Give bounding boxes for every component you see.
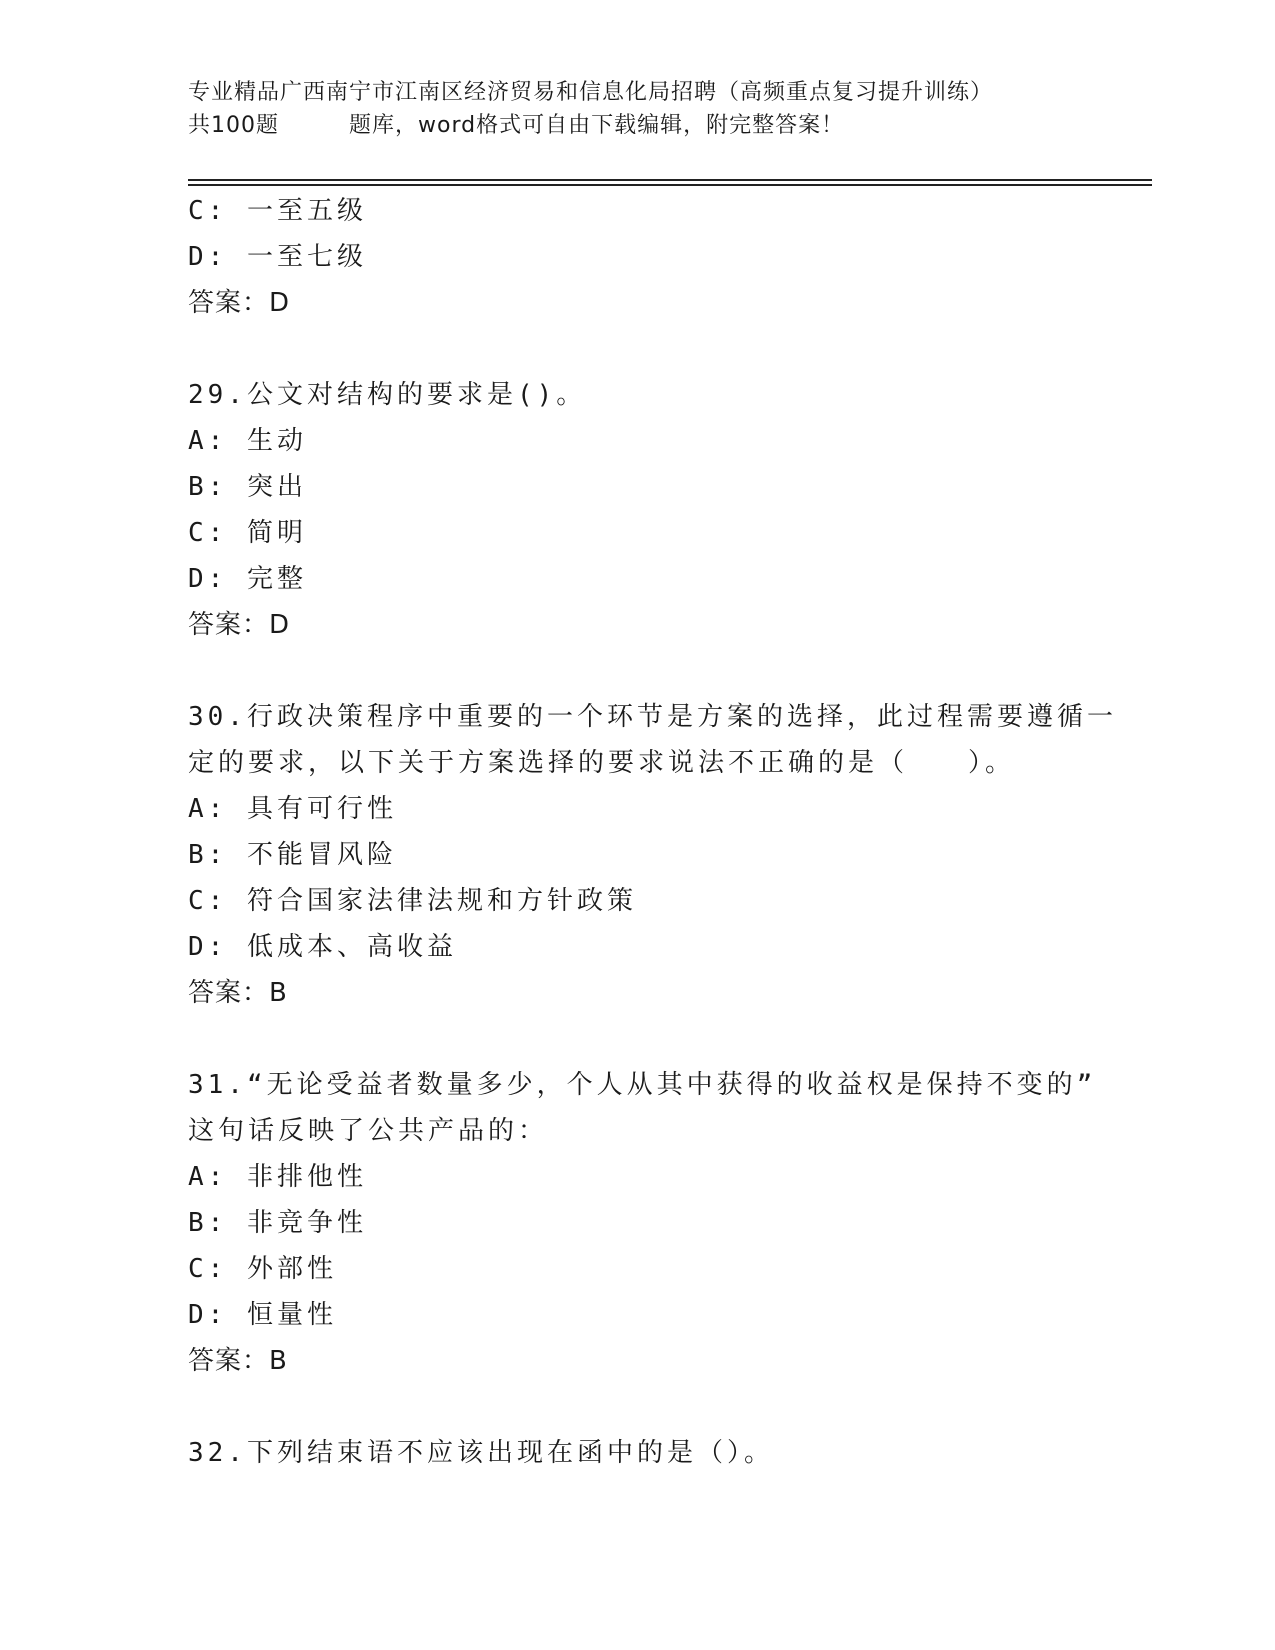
option-a: A: 非排他性: [188, 1162, 367, 1192]
option-b: B: 非竞争性: [188, 1208, 367, 1238]
header-format-note: 题库，word格式可自由下载编辑，附完整答案！: [349, 113, 845, 138]
question-block: [188, 1430, 1088, 1476]
question-list: [188, 188, 1117, 1476]
option-c: C: 简明: [188, 518, 307, 548]
header-title-line2: [188, 109, 1168, 142]
option-d: D: 恒量性: [188, 1300, 337, 1330]
option-c: C: 一至五级: [188, 196, 367, 226]
question-text: 32.下列结束语不应该出现在函中的是（）。: [188, 1438, 774, 1468]
answer-line: 答案：D: [188, 288, 291, 318]
answer-line: 答案：D: [188, 610, 291, 640]
option-d: D: 完整: [188, 564, 307, 594]
header-divider-top: [188, 179, 1152, 181]
answer-line: 答案：B: [188, 978, 288, 1008]
question-text: 29.公文对结构的要求是()。: [188, 380, 587, 410]
option-d: D: 一至七级: [188, 242, 367, 272]
option-d: D: 低成本、高收益: [188, 932, 457, 962]
question-text: 30.行政决策程序中重要的一个环节是方案的选择，此过程需要遵循一: [188, 702, 1117, 732]
option-a: A: 生动: [188, 426, 307, 456]
document-header: [188, 76, 1168, 142]
question-block: [188, 1062, 1097, 1384]
option-c: C: 符合国家法律法规和方针政策: [188, 886, 637, 916]
question-block: [188, 372, 1088, 648]
question-block: [188, 188, 1088, 326]
option-b: B: 突出: [188, 472, 307, 502]
header-question-count: 共100题: [188, 113, 279, 138]
option-b: B: 不能冒风险: [188, 840, 397, 870]
header-divider-bottom: [188, 184, 1152, 186]
option-a: A: 具有可行性: [188, 794, 397, 824]
question-text-continued: 定的要求，以下关于方案选择的要求说法不正确的是（ ）。: [188, 748, 1016, 778]
answer-line: 答案：B: [188, 1346, 288, 1376]
option-c: C: 外部性: [188, 1254, 337, 1284]
header-title-line1: 专业精品广西南宁市江南区经济贸易和信息化局招聘（高频重点复习提升训练）: [188, 80, 994, 105]
question-text: 31.“无论受益者数量多少，个人从其中获得的收益权是保持不变的”: [188, 1070, 1097, 1100]
question-block: [188, 694, 1117, 1016]
question-text-continued: 这句话反映了公共产品的：: [188, 1116, 549, 1146]
